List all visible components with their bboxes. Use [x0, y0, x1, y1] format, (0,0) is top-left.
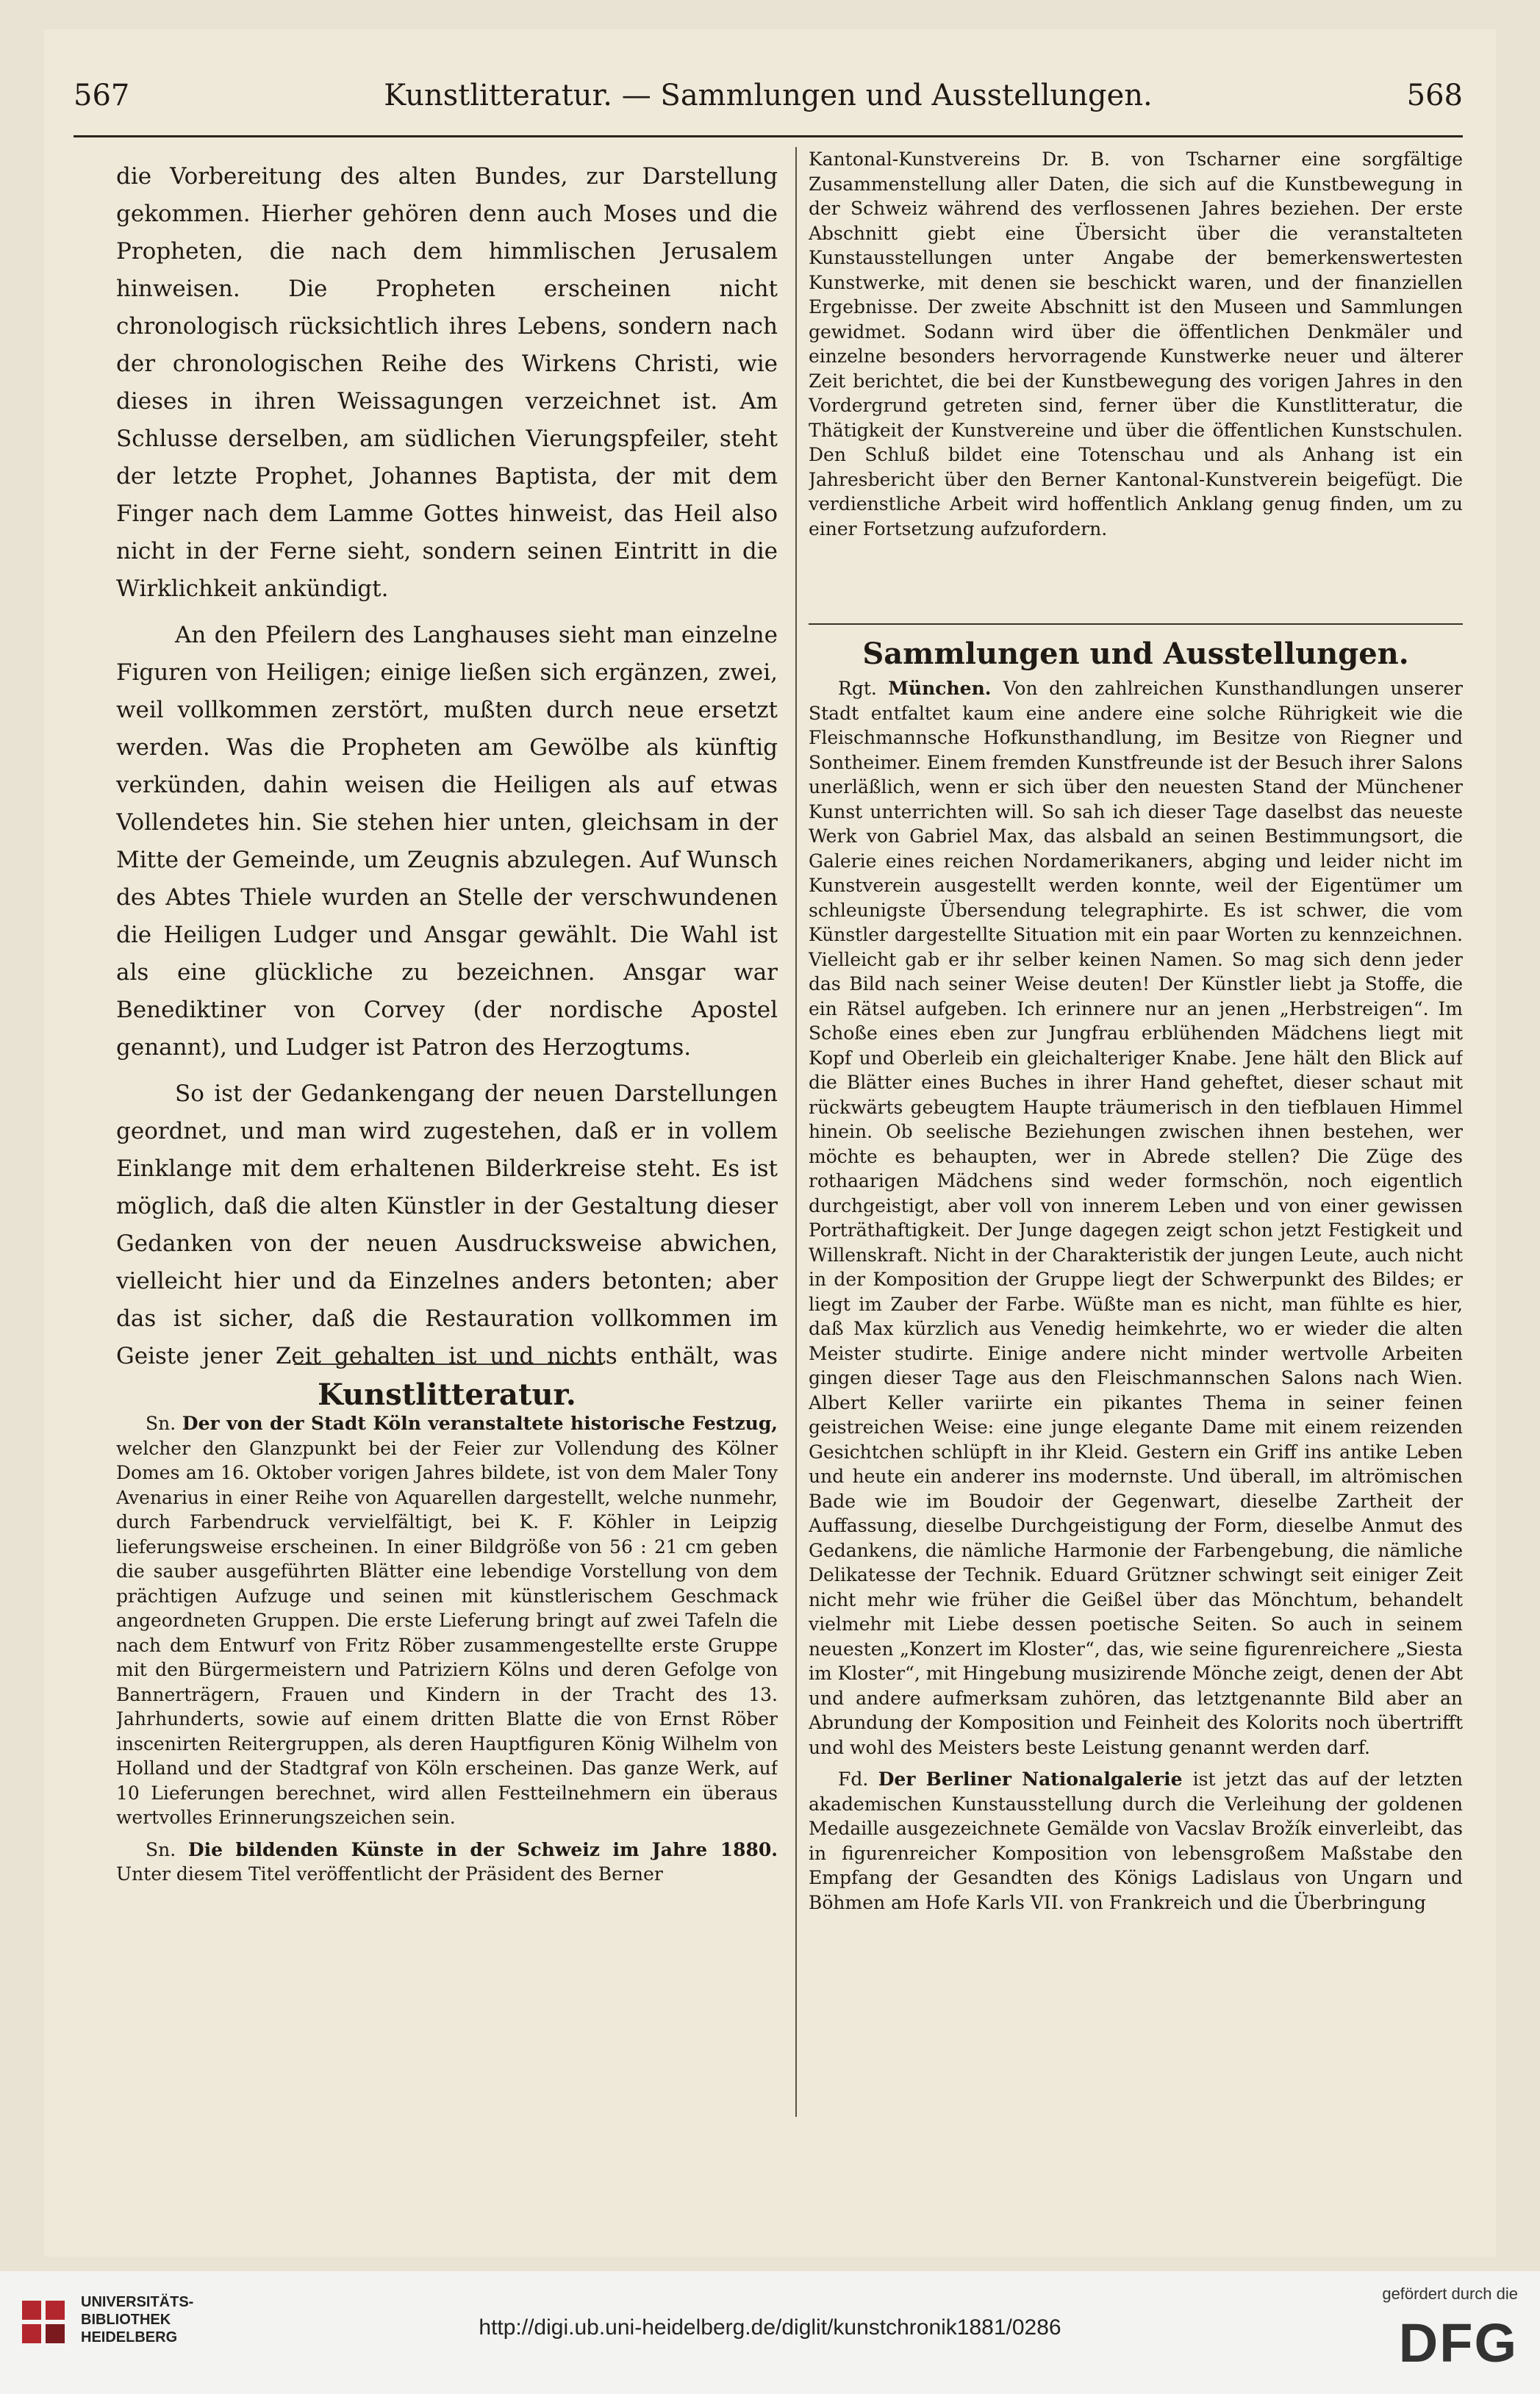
news-entry: [809, 676, 1463, 1760]
kunstlitteratur-section: [116, 1411, 778, 2117]
right-column-continuation: [809, 147, 1463, 617]
entry-initials: Rgt.: [838, 678, 889, 699]
entry-initials: Fd.: [838, 1768, 878, 1790]
funding-note: gefördert durch die: [1382, 2284, 1518, 2303]
article-paragraph: So ist der Gedankengang der neuen Darstellungen geordnet, und man wird zugestehen, daß er in vollem Einklange mit dem erhaltenen Bilderkreise steht. Es ist möglich, daß die alten Künstler in der Gestaltung dieser Gedanken von der neuen Ausdrucksweise abwichen, vielleicht hier und da Einzelnes anders betonten; aber das ist sicher, daß die Restauration vollkommen im Geiste jener Zeit gehalten ist und nichts enthält, was: [116, 1080, 778, 1369]
entry-text: Von den zahlreichen Kunsthandlungen unserer Stadt entfaltet kaum eine andere eine solche Rührigkeit wie die Fleischmannsche Hofkunsthandlung, im Besitze von Riegner und Sontheimer. Einem fremden Kunstfreunde ist der Besuch ihrer Salons unerläßlich, wenn er sich über den neuesten Stand der Münchener Kunst unterrichten will. So sah ich dieser Tage daselbst das neueste Werk von Gabriel Max, das alsbald an seinen Bestimmungsort, die Galerie eines reichen Nordamerikaners, abging und leider nicht im Kunstverein ausgestellt werden konnte, weil der Eigentümer um schleunigste Übersendung telegraphirte. Es ist schwer, die vom Künstler dargestellte Situation mit ein paar Worten zu kennzeichnen. Vielleicht gab er ihr selber keinen Namen. So mag sich denn jeder das Bild nach seiner Weise deuten! Der Künstler liebt ja Stoffe, die ein Rätsel aufgeben. Ich erinnere nur an jenen „Herbstreigen“. Im Schoße eines eben zur Jungfrau erblühenden Mädchens liegt mit Kopf und Oberleib ein gleichalteriger Knabe. Jene hält den Blick auf die Blätter eines Buches in ihrer Hand geheftet, dieser schaut mit rückwärts gebeugtem Haupte träumerisch in den tiefblauen Himmel hinein. Ob seelische Beziehungen zwischen ihnen bestehen, wer möchte es behaupten, wer in Abrede stellen? Die Züge des rothaarigen Mädchens sind weder formschön, noch eigentlich durchgeistigt, aber voll von innerem Leben und von einer gewissen Porträthaftigkeit. Der Junge dagegen zeigt schon jetzt Festigkeit und Willenskraft. Nicht in der Charakteristik der jungen Leute, auch nicht in der Komposition der Gruppe liegt der Schwerpunkt des Bildes; er liegt im Zauber der Farbe. Wüßte man es nicht, man fühlte es hier, daß Max kürzlich aus Venedig heimkehrte, wo er wieder die alten Meister studirte. Einige andere nicht minder wertvolle Arbeiten gingen dieser Tage aus den Fleischmannschen Salons nach Wien. Albert Keller variirte ein pikantes Thema in seiner feinen geistreichen Weise: eine junge elegante Dame mit einem reizenden Gesichtchen schlüpft in ihr Kleid. Gestern ein Griff ins antike Leben und heute ein anderer ins modernste. Und überall, im altrömischen Bade wie im Boudoir der Gegenwart, dieselbe Zartheit der Auffassung, dieselbe Durchgeistigung der Form, dieselbe Anmut des Gedankens, die nämliche Harmonie der Farbengebung, die nämliche Delikatesse der Technik. Eduard Grützner schwingt seit einiger Zeit nicht mehr wie früher die Geißel über das Mönchtum, behandelt vielmehr mit Liebe dessen poetische Seiten. So auch in seinem neuesten „Konzert im Kloster“, das, wie seine figurenreichere „Siesta im Kloster“, mit Hingebung musizirende Mönche zeigt, denen der Abt und andere aufmerksam zuhören, das letztgenannte Bild aber an Abrundung der Komposition und Feinheit des Kolorits noch übertrifft und wohl des Meisters beste Leistung genannt werden darf.: [809, 678, 1463, 1758]
entry-heading: Der von der Stadt Köln veranstaltete historische Festzug,: [182, 1413, 778, 1434]
entry-initials: Sn.: [146, 1838, 188, 1860]
review-entry: [116, 1411, 778, 1830]
article-paragraph: An den Pfeilern des Langhauses sieht man einzelne Figuren von Heiligen; einige ließen sich ergänzen, zwei, weil vollkommen zerstört, mußten durch neue ersetzt werden. Was die Propheten am Gewölbe als künftig verkünden, dahin weisen die Heiligen als auf etwas Vollendetes hin. Sie stehen hier unten, gleichsam in der Mitte der Gemeinde, um Zeugnis abzulegen. Auf Wunsch des Abtes Thiele wurden an Stelle der verschwundenen die Heiligen Ludger und Ansgar gewählt. Die Wahl ist als eine glückliche zu bezeichnen. Ansgar war Benediktiner von Corvey (der nordische Apostel genannt), und Ludger ist Patron des Herzogtums.: [116, 622, 778, 1061]
section-rule: [809, 623, 1463, 625]
source-url-link[interactable]: http://digi.ub.uni-heidelberg.de/diglit/kunstchronik1881/0286: [479, 2315, 1061, 2340]
running-title: Kunstlitteratur. — Sammlungen und Ausstellungen.: [384, 79, 1153, 112]
section-rule: [294, 1363, 603, 1365]
review-entry: [116, 1838, 778, 1887]
entry-text: Unter diesem Titel veröffentlicht der Präsident des Berner: [116, 1863, 663, 1885]
continued-paragraph: Kantonal-Kunstvereins Dr. B. von Tscharner eine sorgfältige Zusammenstellung aller Daten, die sich auf die Kunstbewegung in der Schweiz während des verflossenen Jahres beziehen. Der erste Abschnitt giebt eine Übersicht über die veranstalteten Kunstausstellungen unter Angabe der bemerkenswertesten Kunstwerke, mit denen sie beschickt waren, und der finanziellen Ergebnisse. Der zweite Abschnitt ist den Museen und Sammlungen gewidmet. Sodann wird über die öffentlichen Denkmäler und einzelne besonders hervorragende Kunstwerke neuer und älterer Zeit berichtet, die bei der Kunstbewegung des vorigen Jahres in den Vordergrund getreten sind, ferner über die Kunstlitteratur, die Thätigkeit der Kunstvereine und über die öffentlichen Kunstschulen. Den Schluß bildet eine Totenschau und als Anhang ist ein Jahresbericht über den Berner Kantonal-Kunstverein beigefügt. Die verdienstliche Arbeit wird hoffentlich Anklang genug finden, um zu einer Fortsetzung aufzufordern.: [809, 148, 1463, 540]
section-title-kunstlitteratur: Kunstlitteratur.: [318, 1377, 576, 1412]
entry-heading: Der Berliner Nationalgalerie: [878, 1768, 1193, 1790]
running-header: [74, 66, 1463, 125]
institution-name: UNIVERSITÄTS- BIBLIOTHEK HEIDELBERG: [81, 2294, 194, 2345]
header-rule: [74, 135, 1463, 137]
left-column-article: [116, 158, 778, 1378]
entry-heading: Die bildenden Künste in der Schweiz im Jahre 1880.: [187, 1838, 778, 1860]
entry-text: welcher den Glanzpunkt bei der Feier zur Vollendung des Kölner Domes am 16. Oktober vorigen Jahres bildete, ist von dem Maler Tony Avenarius in einer Reihe von Aquarellen dargestellt, welche nunmehr, durch Farbendruck vervielfältigt, bei K. F. Köhler in Leipzig lieferungsweise erscheinen. In einer Bildgröße von 56 : 21 cm geben die sauber ausgeführten Blätter eine lebendige Vorstellung von dem prächtigen Aufzuge und seinen mit künstlerischem Geschmack angeordneten Gruppen. Die erste Lieferung bringt auf zwei Tafeln die nach dem Entwurf von Fritz Röber zusammengestellte erste Gruppe mit den Bürgermeistern und Patriziern Kölns und deren Gefolge von Bannerträgern, Frauen und Kindern in der Tracht des 13. Jahrhunderts, sowie auf einem dritten Blatte die von Ernst Röber inscenirten Reitergruppen, als deren Hauptfiguren König Wilhelm von Holland und der Stadtgraf von Köln erscheinen. Das ganze Werk, auf 10 Lieferungen berechnet, wird allen Festteilnehmern ein überaus wertvolles Erinnerungszeichen sein.: [116, 1437, 778, 1828]
news-entry: [809, 1767, 1463, 1915]
dfg-logo: DFG: [1398, 2312, 1518, 2373]
column-divider: [795, 147, 797, 2117]
entry-heading: München.: [888, 678, 1003, 699]
digitization-footer: [0, 2271, 1540, 2394]
section-title-sammlungen: Sammlungen und Ausstellungen.: [862, 637, 1409, 671]
entry-initials: Sn.: [146, 1413, 182, 1434]
page-number-left: 567: [74, 79, 130, 112]
article-paragraph: die Vorbereitung des alten Bundes, zur Darstellung gekommen. Hierher gehören denn auch Moses und die Propheten, die nach dem himmlischen Jerusalem hinweisen. Die Propheten erscheinen nicht chronologisch rücksichtlich ihres Lebens, sondern nach der chronologischen Reihe des Wirkens Christi, wie dieses in ihren Weissagungen verzeichnet ist. Am Schlusse derselben, am südlichen Vierungspfeiler, steht der letzte Prophet, Johannes Baptista, der mit dem Finger nach dem Lamme Gottes hinweist, das Heil also nicht in der Ferne sieht, sondern seinen Eintritt in die Wirklichkeit ankündigt.: [116, 163, 778, 602]
page-number-right: 568: [1406, 79, 1463, 112]
entry-text: ist jetzt das auf der letzten akademischen Kunstausstellung durch die Verleihung der goldenen Medaille ausgezeichnete Gemälde von Vacslav Brožík einverleibt, das in figurenreicher Komposition von lebensgroßem Maßstabe den Empfang der Gesandten des Königs Ladislaus von Ungarn und Böhmen am Hofe Karls VII. von Frankreich und die Überbringung: [809, 1768, 1463, 1913]
sammlungen-section: [809, 676, 1463, 2095]
